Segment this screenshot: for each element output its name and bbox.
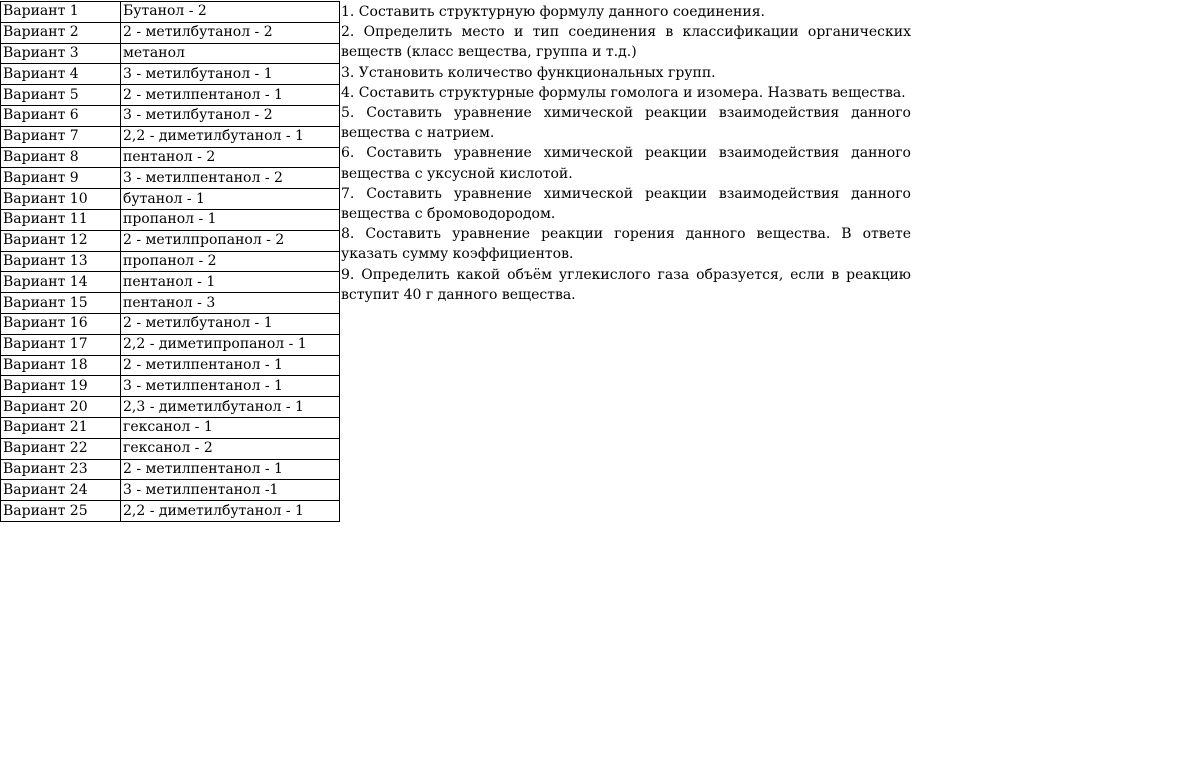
variant-label: Вариант 7 — [1, 126, 121, 147]
table-row — [1, 459, 340, 480]
table-row — [1, 85, 340, 106]
table-row — [1, 438, 340, 459]
variant-label: Вариант 15 — [1, 293, 121, 314]
table-row — [1, 376, 340, 397]
variant-label: Вариант 14 — [1, 272, 121, 293]
variant-substance: 3 - метилбутанол - 1 — [121, 64, 340, 85]
variant-substance: 2,2 - диметилбутанол - 1 — [121, 126, 340, 147]
variant-label: Вариант 17 — [1, 334, 121, 355]
variant-substance: пропанол - 2 — [121, 251, 340, 272]
variant-substance: пентанол - 3 — [121, 293, 340, 314]
variant-label: Вариант 9 — [1, 168, 121, 189]
table-row — [1, 64, 340, 85]
table-row — [1, 209, 340, 230]
table-row — [1, 293, 340, 314]
variant-substance: Бутанол - 2 — [121, 2, 340, 23]
variant-substance: бутанол - 1 — [121, 189, 340, 210]
variant-label: Вариант 10 — [1, 189, 121, 210]
table-row — [1, 313, 340, 334]
table-row — [1, 230, 340, 251]
task-item: 7. Составить уравнение химической реакции взаимодействия данного вещества с бромоводородом. — [341, 185, 911, 223]
variant-label: Вариант 11 — [1, 209, 121, 230]
table-row — [1, 355, 340, 376]
variant-label: Вариант 25 — [1, 501, 121, 522]
variant-label: Вариант 24 — [1, 480, 121, 501]
variant-substance: 2,2 - диметипропанол - 1 — [121, 334, 340, 355]
task-item: 4. Составить структурные формулы гомолога и изомера. Назвать вещества. — [341, 84, 906, 101]
variant-substance: 2 - метилпропанол - 2 — [121, 230, 340, 251]
variant-label: Вариант 1 — [1, 2, 121, 23]
task-item: 6. Составить уравнение химической реакции взаимодействия данного вещества с уксусной кислотой. — [341, 145, 911, 182]
table-row — [1, 147, 340, 168]
variant-substance: метанол — [121, 43, 340, 64]
variant-substance: пропанол - 1 — [121, 209, 340, 230]
task-item: 8. Составить уравнение реакции горения данного вещества. В ответе указать сумму коэффициентов. — [341, 226, 911, 263]
variant-label: Вариант 8 — [1, 147, 121, 168]
table-row — [1, 43, 340, 64]
variant-label: Вариант 18 — [1, 355, 121, 376]
variant-label: Вариант 3 — [1, 43, 121, 64]
variants-table — [0, 1, 340, 522]
variant-substance: 2 - метилбутанол - 2 — [121, 22, 340, 43]
variant-label: Вариант 6 — [1, 105, 121, 126]
table-row — [1, 126, 340, 147]
variant-substance: пентанол - 1 — [121, 272, 340, 293]
variant-substance: 2,3 - диметилбутанол - 1 — [121, 397, 340, 418]
task-item: 5. Составить уравнение химической реакции взаимодействия данного вещества с натрием. — [341, 105, 911, 142]
variant-substance: 3 - метилпентанол - 2 — [121, 168, 340, 189]
variant-substance: 2 - метилпентанол - 1 — [121, 355, 340, 376]
table-row — [1, 251, 340, 272]
variant-label: Вариант 2 — [1, 22, 121, 43]
task-list — [341, 2, 911, 305]
task-item: 9. Определить какой объём углекислого газа образуется, если в реакцию вступит 40 г данного вещества. — [341, 266, 911, 303]
variant-label: Вариант 23 — [1, 459, 121, 480]
variant-label: Вариант 13 — [1, 251, 121, 272]
table-row — [1, 105, 340, 126]
variant-substance: 2 - метилбутанол - 1 — [121, 313, 340, 334]
variant-substance: 2 - метилпентанол - 1 — [121, 85, 340, 106]
table-row — [1, 417, 340, 438]
table-row — [1, 2, 340, 23]
variants-table-body — [1, 2, 340, 522]
table-row — [1, 397, 340, 418]
task-item: 3. Установить количество функциональных групп. — [341, 64, 716, 81]
variant-substance: пентанол - 2 — [121, 147, 340, 168]
table-row — [1, 168, 340, 189]
variant-label: Вариант 22 — [1, 438, 121, 459]
table-row — [1, 501, 340, 522]
variant-substance: 3 - метилбутанол - 2 — [121, 105, 340, 126]
table-row — [1, 22, 340, 43]
task-item: 1. Составить структурную формулу данного соединения. — [341, 4, 765, 20]
table-row — [1, 334, 340, 355]
variant-label: Вариант 4 — [1, 64, 121, 85]
variant-label: Вариант 21 — [1, 417, 121, 438]
table-row — [1, 272, 340, 293]
variant-substance: гексанол - 1 — [121, 417, 340, 438]
variant-label: Вариант 12 — [1, 230, 121, 251]
variant-substance: 2,2 - диметилбутанол - 1 — [121, 501, 340, 522]
variant-label: Вариант 5 — [1, 85, 121, 106]
table-row — [1, 189, 340, 210]
variant-substance: 2 - метилпентанол - 1 — [121, 459, 340, 480]
variant-label: Вариант 19 — [1, 376, 121, 397]
variant-substance: 3 - метилпентанол -1 — [121, 480, 340, 501]
variant-label: Вариант 20 — [1, 397, 121, 418]
table-row — [1, 480, 340, 501]
task-item: 2. Определить место и тип соединения в классификации органических веществ (класс вещества, группа и т.д.) — [341, 24, 911, 61]
variant-substance: гексанол - 2 — [121, 438, 340, 459]
variant-label: Вариант 16 — [1, 313, 121, 334]
variant-substance: 3 - метилпентанол - 1 — [121, 376, 340, 397]
